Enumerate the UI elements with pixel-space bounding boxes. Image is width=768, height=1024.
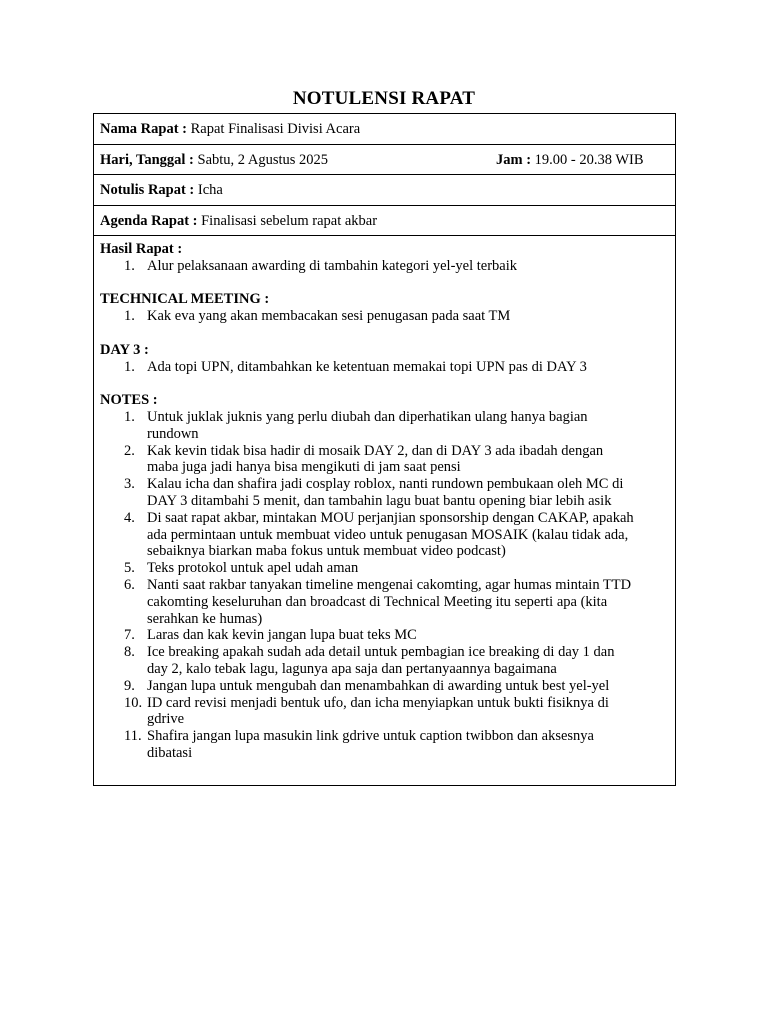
list-item <box>100 678 669 695</box>
list-item-line: maba juga jadi hanya bisa mengikuti di jam saat pensi <box>147 459 461 476</box>
list-item-line: gdrive <box>147 711 185 728</box>
results-list <box>100 258 669 275</box>
list-item-line: ID card revisi menjadi bentuk ufo, dan icha menyiapkan untuk bukti fisiknya di <box>147 694 609 711</box>
list-item <box>100 728 669 762</box>
list-item-line: Kalau icha dan shafira jadi cosplay roblox, nanti rundown pembukaan oleh MC di <box>147 476 624 493</box>
meeting-date-row <box>94 145 675 176</box>
meeting-time-value: 19.00 - 20.38 WIB <box>534 151 644 168</box>
technical-meeting-list <box>100 308 669 325</box>
list-item-line: day 2, kalo tebak lagu, lagunya apa saja dan pertanyaannya bagaimana <box>147 660 557 677</box>
notulis-value: Icha <box>197 182 223 198</box>
list-item-line: Ice breaking apakah sudah ada detail untuk pembagian ice breaking di day 1 dan <box>147 644 615 661</box>
list-item-line: cakomting keseluruhan dan broadcast di Technical Meeting itu seperti apa (kita <box>147 593 608 610</box>
list-item-number: 10. <box>124 694 143 711</box>
agenda-label: Agenda Rapat : <box>100 212 198 229</box>
list-item-line: dibatasi <box>147 744 193 761</box>
list-item-number: 5. <box>124 560 135 577</box>
notes-list <box>100 409 669 762</box>
list-item <box>100 409 669 443</box>
notulis-row <box>94 175 675 206</box>
list-item-text: Kak eva yang akan membacakan sesi penugasan pada saat TM <box>147 308 511 325</box>
meeting-time-label: Jam : <box>496 151 532 168</box>
meeting-date-value: Sabtu, 2 Agustus 2025 <box>197 151 329 168</box>
meeting-time <box>496 145 644 175</box>
list-item-number: 8. <box>124 644 135 661</box>
technical-meeting-heading: TECHNICAL MEETING : <box>100 291 270 308</box>
list-item-line: Nanti saat rakbar tanyakan timeline mengenai cakomting, agar humas mintain TTD <box>147 576 632 593</box>
list-item-number: 11. <box>124 728 142 745</box>
list-item-line: DAY 3 ditambahi 5 menit, dan tambahin lagu buat bantu opening biar lebih asik <box>147 492 612 509</box>
minutes-table <box>93 113 676 786</box>
list-item-number: 2. <box>124 442 135 459</box>
list-item-line: Untuk juklak juknis yang perlu diubah dan diperhatikan ulang hanya bagian <box>147 408 588 425</box>
agenda-row <box>94 206 675 237</box>
agenda-value: Finalisasi sebelum rapat akbar <box>201 212 378 229</box>
list-item-number: 4. <box>124 509 135 526</box>
list-item-number: 6. <box>124 576 135 593</box>
list-item <box>100 560 669 577</box>
list-item <box>100 644 669 678</box>
document-title: NOTULENSI RAPAT <box>292 88 476 109</box>
list-item <box>100 476 669 510</box>
list-item <box>100 577 669 627</box>
meeting-name-label: Nama Rapat : <box>100 121 187 137</box>
list-item-line: serahkan ke humas) <box>147 610 263 627</box>
list-item-line: Teks protokol untuk apel udah aman <box>147 560 359 577</box>
day3-list <box>100 359 669 376</box>
list-item-line: Kak kevin tidak bisa hadir di mosaik DAY 2, dan di DAY 3 ada ibadah dengan <box>147 442 604 459</box>
notes-heading: NOTES : <box>100 392 158 409</box>
list-item <box>100 510 669 560</box>
list-item-number: 7. <box>124 627 135 644</box>
list-item-line: Shafira jangan lupa masukin link gdrive untuk caption twibbon dan aksesnya <box>147 728 594 745</box>
list-item-line: rundown <box>147 425 199 442</box>
list-item-line: Laras dan kak kevin jangan lupa buat teks MC <box>147 627 417 644</box>
list-item <box>100 443 669 477</box>
list-item-text: Alur pelaksanaan awarding di tambahin kategori yel-yel terbaik <box>147 257 518 274</box>
list-item <box>100 695 669 729</box>
day3-heading: DAY 3 : <box>100 341 149 358</box>
list-item-number: 1. <box>124 408 135 425</box>
list-item <box>100 627 669 644</box>
list-item-line: Di saat rapat akbar, mintakan MOU perjanjian sponsorship dengan CAKAP, apakah <box>147 509 634 526</box>
results-heading: Hasil Rapat : <box>100 241 183 257</box>
meeting-date-label: Hari, Tanggal : <box>100 151 194 168</box>
list-item <box>100 359 669 376</box>
list-item-line: sebaiknya biarkan maba fokus untuk membuat video podcast) <box>147 543 506 560</box>
list-item-number: 1. <box>124 257 135 274</box>
list-item-number: 3. <box>124 476 135 493</box>
meeting-name-value: Rapat Finalisasi Divisi Acara <box>190 121 361 137</box>
list-item-number: 1. <box>124 358 135 375</box>
meeting-name-row <box>94 114 675 145</box>
list-item <box>100 308 669 325</box>
list-item-number: 1. <box>124 308 135 325</box>
list-item-text: Ada topi UPN, ditambahkan ke ketentuan memakai topi UPN pas di DAY 3 <box>147 358 587 375</box>
meeting-results-cell <box>94 236 675 785</box>
list-item <box>100 258 669 275</box>
list-item-line: ada permintaan untuk membuat video untuk penugasan MOSAIK (kalau tidak ada, <box>147 526 629 543</box>
list-item-line: Jangan lupa untuk mengubah dan menambahkan di awarding untuk best yel-yel <box>147 677 610 694</box>
list-item-number: 9. <box>124 677 135 694</box>
notulis-label: Notulis Rapat : <box>100 182 195 198</box>
